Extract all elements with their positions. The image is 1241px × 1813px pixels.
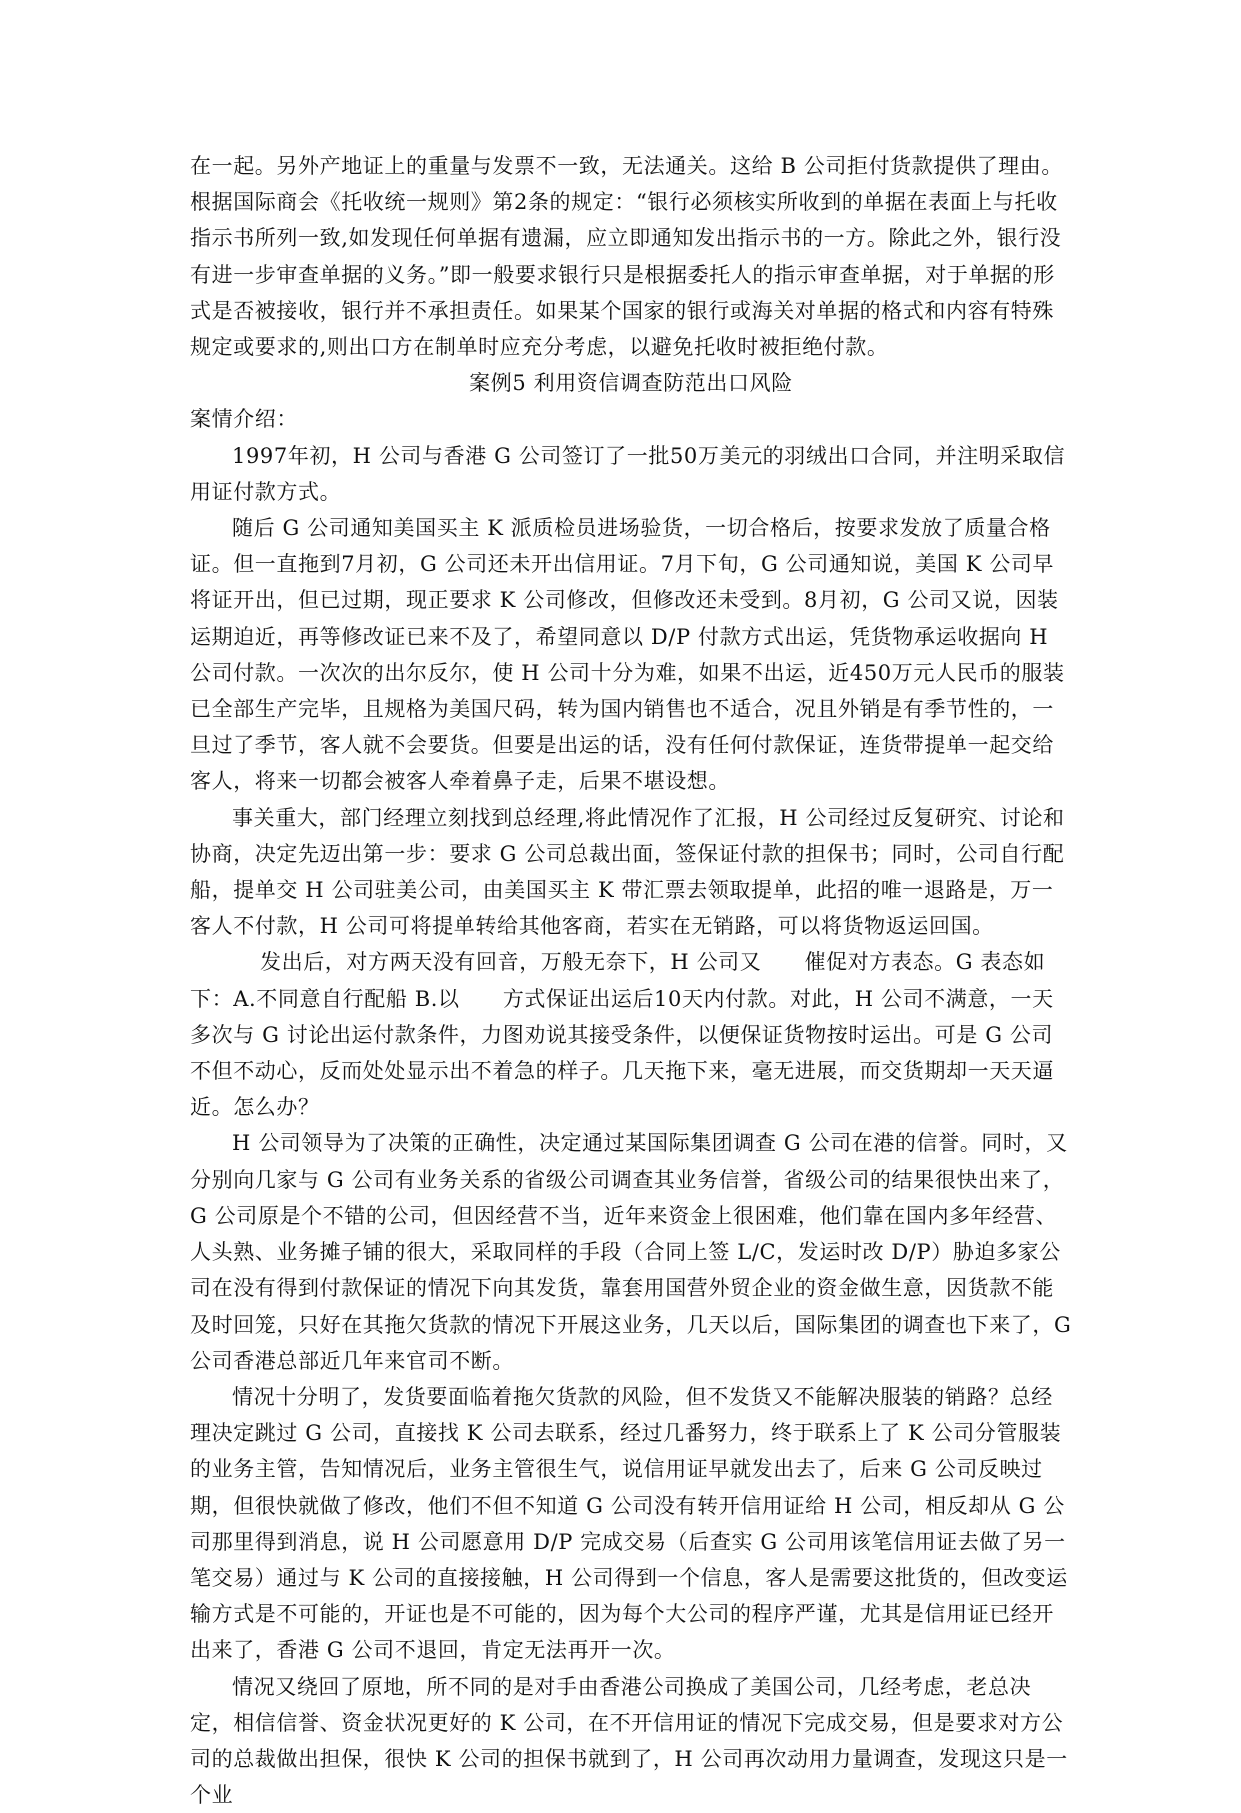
paragraph-contact-k: 情况十分明了，发货要面临着拖欠货款的风险，但不发货又不能解决服装的销路？总经理决定跳过 G 公司，直接找 K 公司去联系，经过几番努力，终于联系上了 K 公司分管服装的业务主管，告知情况后，业务主管很生气，说信用证早就发出去了，后来 G 公司反映过期，但很快就做了修改，他们不但不知道 G 公司没有转开信用证给 H 公司，相反却从 G 公司那里得到消息，说 H 公司愿意用 D/P 完成交易（后查实 G 公司用该笔信用证去做了另一笔交易）通过与 K 公司的直接接触，H 公司得到一个信息，客人是需要这批货的，但改变运输方式是不可能的，开证也是不可能的，因为每个大公司的程序严谨，尤其是信用证已经开出来了，香港 G 公司不退回，肯定无法再开一次。 [190, 1384, 1068, 1663]
paragraph-collection-rules: 在一起。另外产地证上的重量与发票不一致，无法通关。这给 B 公司拒付货款提供了理由。根据国际商会《托收统一规则》第2条的规定：“银行必须核实所收到的单据在表面上与托收指示书所列一致,如发现任何单据有遗漏，应立即通知发出指示书的一方。除此之外，银行没有进一步审查单据的义务。”即一般要求银行只是根据委托人的指示审查单据，对于单据的形式是否被接收，银行并不承担责任。如果某个国家的银行或海关对单据的格式和内容有特殊规定或要求的,则出口方在制单时应充分考虑，以避免托收时被拒绝付款。 [190, 154, 1063, 360]
paragraph-decision: 事关重大，部门经理立刻找到总经理,将此情况作了汇报，H 公司经过反复研究、讨论和协商，决定先迈出第一步：要求 G 公司总裁出面，签保证付款的担保书；同时，公司自行配船，提单交 H 公司驻美公司，由美国买主 K 带汇票去领取提单，此招的唯一退路是，万一客人不付款，H 公司可将提单转给其他客商，若实在无销路，可以将货物返运回国。 [190, 805, 1065, 939]
paragraph-contract: 1997年初，H 公司与香港 G 公司签订了一批50万美元的羽绒出口合同，并注明采取信用证付款方式。 [190, 443, 1066, 504]
case-intro-heading: 案情介绍： [190, 407, 298, 432]
document-body [190, 148, 1072, 1813]
case-title: 案例5 利用资信调查防范出口风险 [469, 371, 793, 396]
paragraph-inspection: 随后 G 公司通知美国买主 K 派质检员进场验货，一切合格后，按要求发放了质量合格证。但一直拖到7月初，G 公司还未开出信用证。7月下旬，G 公司通知说，美国 K 公司早将证开出，但已过期，现正要求 K 公司修改，但修改还未受到。8月初，G 公司又说，因装运期迫近，再等修改证已来不及了，希望同意以 D/P 付款方式出运，凭货物承运收据向 H 公司付款。一次次的出尔反尔，使 H 公司十分为难，如果不出运，近450万元人民币的服装已全部生产完毕，且规格为美国尺码，转为国内销售也不适合，况且外销是有季节性的，一旦过了季节，客人就不会要货。但要是出运的话，没有任何付款保证，连货带提单一起交给客人，将来一切都会被客人牵着鼻子走，后果不堪设想。 [190, 516, 1065, 794]
paragraph-investigation: H 公司领导为了决策的正确性，决定通过某国际集团调查 G 公司在港的信誉。同时，又分别向几家与 G 公司有业务关系的省级公司调查其业务信誉，省级公司的结果很快出来了，G 公司原是个不错的公司，但因经营不当，近年来资金上很困难，他们靠在国内多年经营、人头熟、业务摊子铺的很大，采取同样的手段（合同上签 L/C，发运时改 D/P）胁迫多家公司在没有得到付款保证的情况下向其发货，靠套用国营外贸企业的资金做生意，因货款不能及时回笼，只好在其拖欠货款的情况下开展这业务，几天以后，国际集团的调查也下来了，G 公司香港总部近几年来官司不断。 [190, 1131, 1072, 1373]
paragraph-outcome: 情况又绕回了原地，所不同的是对手由香港公司换成了美国公司，几经考虑，老总决定，相信信誉、资金状况更好的 K 公司，在不开信用证的情况下完成交易，但是要求对方公司的总裁做出担保，很快 K 公司的担保书就到了，H 公司再次动用力量调查，发现这只是一个业 [190, 1674, 1068, 1808]
paragraph-response: 发出后，对方两天没有回音，万般无奈下，H 公司又 催促对方表态。G 表态如下：A.不同意自行配船 B.以 方式保证出运后10天内付款。对此，H 公司不满意，一天多次与 G 讨论出运付款条件，力图劝说其接受条件，以便保证货物按时运出。可是 G 公司不但不动心，反而处处显示出不着急的样子。几天拖下来，毫无进展，而交货期却一天天逼近。怎么办？ [190, 950, 1054, 1120]
